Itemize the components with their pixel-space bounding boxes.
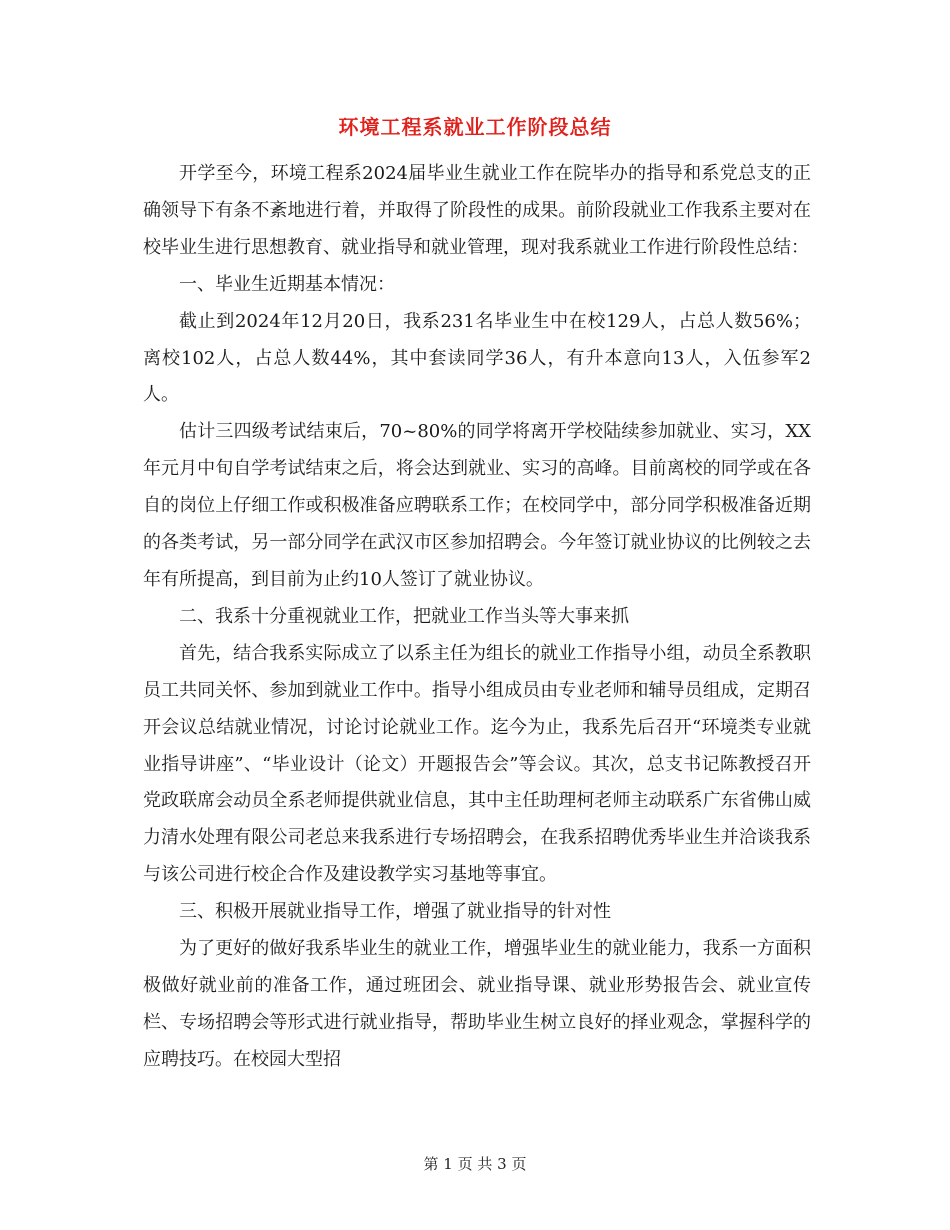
paragraph-statistics: 截止到2024年12月20日，我系231名毕业生中在校129人，占总人数56%；离校102人，占总人数44%，其中套读同学36人，有升本意向13人，入伍参军2人。 xyxy=(143,310,811,406)
paragraph-intro: 开学至今，环境工程系2024届毕业生就业工作在院毕办的指导和系党总支的正确领导下有条不紊地进行着，并取得了阶段性的成果。前阶段就业工作我系主要对在校毕业生进行思想教育、就业指导和就业管理，现对我系就业工作进行阶段性总结： xyxy=(143,163,811,258)
paragraph-guidance: 为了更好的做好我系毕业生的就业工作，增强毕业生的就业能力，我系一方面积极做好就业前的准备工作，通过班团会、就业指导课、就业形势报告会、就业宣传栏、专场招聘会等形式进行就业指导，帮助毕业生树立良好的择业观念，掌握科学的应聘技巧。在校园大型招 xyxy=(143,938,811,1070)
section-heading-3: 三、积极开展就业指导工作，增强了就业指导的针对性 xyxy=(179,901,611,923)
section-heading-2: 二、我系十分重视就业工作，把就业工作当头等大事来抓 xyxy=(179,605,629,627)
page-footer: 第 1 页 共 3 页 xyxy=(423,1155,527,1173)
document-body xyxy=(143,156,811,1079)
section-heading-1: 一、毕业生近期基本情况： xyxy=(179,273,395,295)
paragraph-organization: 首先，结合我系实际成立了以系主任为组长的就业工作指导小组，动员全系教职员工共同关怀、参加到就业工作中。指导小组成员由专业老师和辅导员组成，定期召开会议总结就业情况，讨论讨论就业工作。迄今为止，我系先后召开“环境类专业就业指导讲座”、“毕业设计（论文）开题报告会”等会议。其次，总支书记陈教授召开党政联席会动员全系老师提供就业信息，其中主任助理柯老师主动联系广东省佛山威力清水处理有限公司老总来我系进行专场招聘会，在我系招聘优秀毕业生并洽谈我系与该公司进行校企合作及建设教学实习基地等事宜。 xyxy=(143,642,811,886)
document-title: 环境工程系就业工作阶段总结 xyxy=(338,115,612,139)
paragraph-estimate: 估计三四级考试结束后，70~80%的同学将离开学校陆续参加就业、实习，XX年元月中旬自学考试结束之后，将会达到就业、实习的高峰。目前离校的同学或在各自的岗位上仔细工作或积极准备应聘联系工作；在校同学中，部分同学积极准备近期的各类考试，另一部分同学在武汉市区参加招聘会。今年签订就业协议的比例较之去年有所提高，到目前为止约10人签订了就业协议。 xyxy=(143,421,811,590)
